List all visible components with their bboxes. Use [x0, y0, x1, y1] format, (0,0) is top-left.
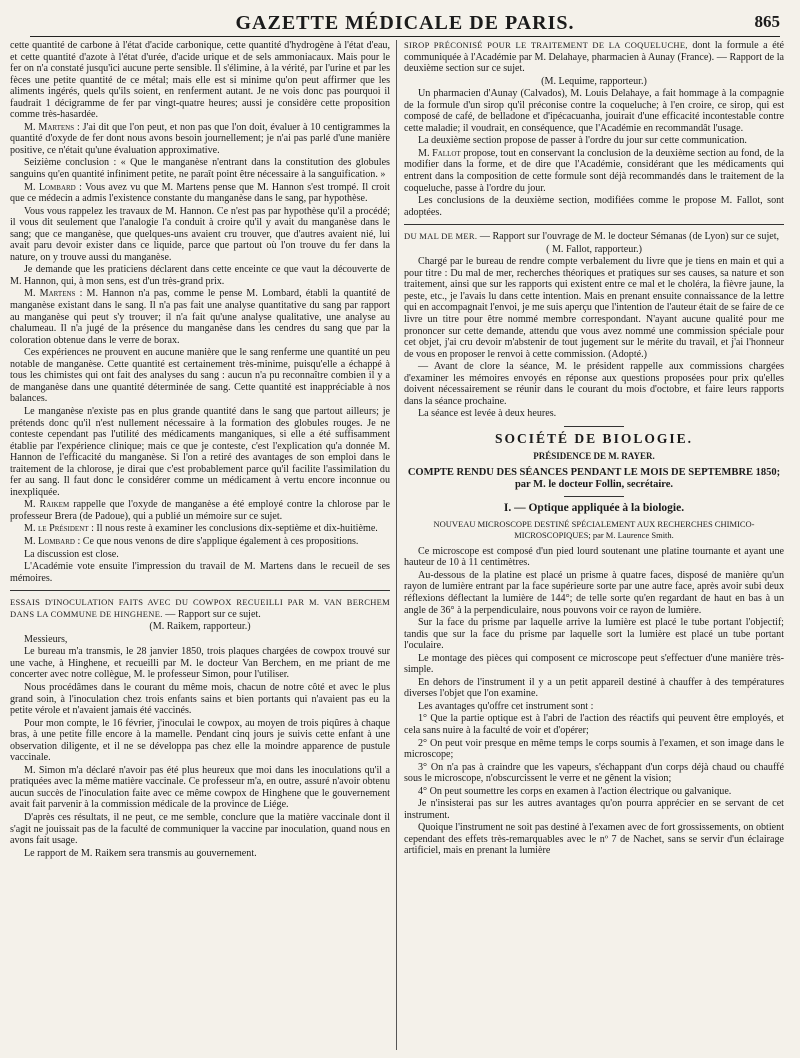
column-divider: [396, 40, 397, 1050]
rapporteur: (M. Raikem, rapporteur.): [149, 621, 251, 633]
paragraph: La séance est levée à deux heures.: [418, 408, 557, 420]
speech: : Il nous reste à examiner les conclusions dix-septième et dix-huitième.: [88, 523, 378, 535]
paragraph: Le bureau m'a transmis, le 28 janvier 1850, trois plaques chargées de cowpox trouvé sur une vache, à Hinghene, et recueilli par M. le docteur Van Berchem, en me priant de me concerter avec notre collègue, M. le professeur Simon, pour l'utiliser.: [10, 646, 390, 681]
society-title: SOCIÉTÉ DE BIOLOGIE.: [495, 430, 693, 446]
left-column: [10, 40, 390, 860]
heading-caps: SIROP PRÉCONISÉ POUR LE TRAITEMENT DE LA COQUELUCHE,: [404, 40, 688, 50]
speaker: M. Lombard: [24, 535, 75, 547]
paragraph: — Avant de clore la séance, M. le président rappelle aux commissions chargées d'examiner les mémoires envoyés en réponse aux questions proposées pour prix qu'elles doivent nécessairement se réunir dans le courant du mois d'octobre, et faire leurs rapports dans la séance prochaine.: [404, 361, 784, 407]
paragraph: 4° On peut soumettre les corps en examen à l'action électrique ou galvanique.: [418, 785, 732, 797]
masthead: [30, 6, 780, 37]
speech: : Ce que nous venons de dire s'applique également à ces propositions.: [74, 535, 359, 547]
paragraph: [10, 499, 390, 522]
section-rule: [404, 224, 784, 225]
paragraph: 1° Que la partie optique est à l'abri de l'action des réactifs qui peuvent être employés, et cela sans nuire à la faculté de voir et d'opérer;: [404, 713, 784, 736]
section-heading: I. — Optique appliquée à la biologie.: [503, 502, 685, 515]
paragraph: Sur la face du prisme par laquelle arrive la lumière est placé le tube portant l'objectif; tandis que sur la face du prisme par laquelle sort la lumière est placé un tube portant l'oculaire.: [404, 617, 784, 652]
section-rule: [10, 590, 390, 591]
heading-caps: ESSAIS D'INOCULATION FAITS AVEC DU COWPOX RECUEILLI PAR M. VAN BERCHEM DANS LA COMMUNE DE HINGHENE.: [10, 597, 390, 619]
paragraph: Ces expériences ne prouvent en aucune manière que le sang renferme une quantité un peu notable de manganèse. Cette quantité est certainement très-minime, puisqu'elle a échappé à tous les chimistes qui ont fait des analyses du sang : aucun n'a pu reconnaître combien il y a de manganèse dans une quantité déterminée de sang. Cette quantité est inappréciable à nos balances.: [10, 347, 390, 405]
article-heading: [404, 231, 784, 243]
paragraph: Seizième conclusion : « Que le manganèse n'entrant dans la constitution des globules sanguins qu'en quantité infiniment petite, ne paraît point être nécessaire à la sanguification. »: [10, 157, 390, 181]
paragraph: Ce microscope est composé d'un pied lourd soutenant une platine tournante et ayant une hauteur de 10 à 11 centimètres.: [404, 545, 784, 569]
journal-title: GAZETTE MÉDICALE DE PARIS.: [235, 12, 575, 34]
paragraph: Les avantages qu'offre cet instrument sont :: [418, 700, 594, 712]
paragraph: [404, 148, 784, 194]
paragraph: Un pharmacien d'Aunay (Calvados), M. Louis Delahaye, a fait hommage à la compagnie de la formule d'un sirop qu'il préconise contre la coqueluche; à l'en croire, ce sirop, qui est composé de café, de belladone et d'ipécacuanha, jouirait d'une efficacité incontestable contre cette maladie; il voudrait, en conséquence, que l'Académie en recommandât l'usage.: [404, 88, 784, 134]
speech: rappelle que l'oxyde de manganèse a été employé contre la chlorose par le professeur Brera (de Padoue), qui a publié un mémoire sur ce sujet.: [10, 499, 390, 522]
short-rule: [564, 496, 624, 497]
article-heading: [404, 40, 784, 75]
paragraph: Pour mon compte, le 16 février, j'inoculai le cowpox, au moyen de trois piqûres à chaque bras, à une petite fille encore à la mamelle. Pendant cinq jours je suivis cette enfant à une observation diligente, et il ne se développa pas chez elle la moindre apparence de pustule vaccinale.: [10, 717, 390, 764]
paragraph: Nous procédâmes dans le courant du même mois, chacun de notre côté et avec le plus grand soin, à l'inoculation chez trois enfants sains et bien portants qui n'avaient pas eu la petite vérole et n'avaient jamais été vaccinés.: [10, 681, 390, 717]
paragraph: En dehors de l'instrument il y a un petit appareil destiné à chauffer à des températures diverses l'objet que l'on examine.: [404, 676, 784, 700]
paragraph: Quoique l'instrument ne soit pas destiné à l'examen avec de fort grossissements, on obtient cependant des effets très-remarquables avec le nº 7 de Nachet, sans se servir d'un éclairage artificiel, mais en prenant la lumière: [404, 822, 784, 857]
speaker: M. Raikem: [24, 499, 70, 511]
paragraph: Vous vous rappelez les travaux de M. Hannon. Ce n'est pas par hypothèse qu'il a procédé; il vous dit seulement que l'analogie l'a conduit à croire qu'il y avait du manganèse dans le sang; que ce manganèse, que quelques-uns avaient cru trouver, que d'autres avaient nié, lui avait paru devoir exister dans ce liquide, parce que partout où l'on trouve du fer dans la nature, on y trouve aussi du manganèse.: [10, 205, 390, 263]
rapporteur: ( M. Fallot, rapporteur.): [546, 243, 642, 255]
article-heading: NOUVEAU MICROSCOPE DESTINÉ SPÉCIALEMENT AUX RECHERCHES CHIMICO-MICROSCOPIQUES; par M. Laurence Smith.: [433, 518, 755, 541]
report-title-line1: COMPTE RENDU DES SÉANCES PENDANT LE MOIS DE SEPTEMBRE 1850;: [407, 467, 781, 479]
paragraph: L'Académie vote ensuite l'impression du travail de M. Martens dans le recueil de ses mémoires.: [10, 561, 390, 584]
paragraph: Chargé par le bureau de rendre compte verbalement du livre que je tiens en main et qui a pour titre : Du mal de mer, recherches théoriques et pratiques sur ses causes, sa nature et son traitement, ainsi que sur les rapports qui existent entre ce mal et le choléra, la fièvre jaune, la peste, etc., je l'avais lu dans cette intention. Mais en prenant ensuite connaissance de la lettre qui en accompagnait l'envoi, je me suis aperçu que l'intention de l'auteur était de se faire de ce livre un titre pour être nommé membre correspondant. N'ayant aucune qualité pour me prononcer sur cette demande, attendu que vous avez nommé une commission spéciale pour cet objet, j'ai cru devoir m'abstenir de tout jugement sur le mérite du travail, et j'ai l'honneur de vous en proposer le renvoi à cette commission. (Adopté.): [404, 256, 784, 360]
paragraph: Le manganèse n'existe pas en plus grande quantité dans le sang que partout ailleurs; je prétends donc qu'il n'est nullement nécessaire à la formation des globules rouges. Je ne conteste cependant pas l'utilité des médicaments manganiques, si elle a été suffisamment établie par l'expérience clinique; mais ce que je conteste, c'est l'explication qu'a donnée M. Hannon de l'efficacité du manganèse. Si l'on a retiré des avantages de son emploi dans le traitement de la chlorose, je dirai que c'est probablement parce qu'il facilite l'assimilation du fer au sang. Il faut donc le considérer comme un médicament à vertu encore inconnue ou inexpliquée.: [10, 405, 390, 498]
report-title: [404, 467, 784, 490]
paragraph: M. Simon m'a déclaré n'avoir pas été plus heureux que moi dans les inoculations qu'il a pratiquées avec la même matière vaccinale. Ce professeur m'a, en outre, assuré n'avoir obtenu aucun succès de l'inoculation faite avec ce même cowpox de Hinghene que le gouvernement avait fait parvenir à la commission médicale de la province de Liége.: [10, 764, 390, 811]
speech: : J'ai dit que l'on peut, et non pas que l'on doit, évaluer à 10 centigrammes la quantité d'oxyde de fer dont nous avons besoin journellement; je n'ai pas parlé d'une manière positive, ce n'était qu'une évaluation approximative.: [10, 121, 390, 156]
report-title-line2: par M. le docteur Follin, secrétaire.: [514, 478, 674, 490]
presidency: PRÉSIDENCE DE M. RAYER.: [533, 450, 655, 461]
heading-tail: dont la formule a été communiquée à l'Académie par M. Delahaye, pharmacien à Aunay (France). — Rapport de la deuxième section sur ce sujet.: [404, 40, 784, 75]
paragraph: Je demande que les praticiens déclarent dans cette enceinte ce que vaut la découverte de M. Hannon, qui, à mon sens, est d'un très-grand prix.: [10, 264, 390, 287]
paragraph: [10, 288, 390, 346]
speaker: M. Fallot: [418, 147, 461, 159]
paragraph: [10, 122, 390, 157]
paragraph: Le montage des pièces qui composent ce microscope peut s'effectuer d'une manière très-simple.: [404, 652, 784, 676]
heading-caps: DU MAL DE MER.: [404, 231, 478, 242]
paragraph: Les conclusions de la deuxième section, modifiées comme le propose M. Fallot, sont adoptées.: [404, 195, 784, 218]
paragraph: Le rapport de M. Raikem sera transmis au gouvernement.: [24, 847, 257, 859]
speaker: M. Lombard: [24, 181, 76, 193]
paragraph: cette quantité de carbone à l'état d'acide carbonique, cette quantité d'hydrogène à l'état d'eau, et cette quantité d'azote à l'état d'urée, d'acide urique et de sels ammoniacaux. Mais pour le fer on n'a constaté jusqu'ici aucune perte sensible. Il s'élimine, à la vérité, par l'urine et par les fèces une petite quantité de ce métal; mais elle est si minime qu'on peut affirmer que les aliments ingérés, quels qu'ils soient, en renferment autant. Je ne vois donc pas pourquoi il faudrait 1 décigramme de fer par vingt-quatre heures; aussi je considère cette proposition comme très-hasardée.: [10, 40, 390, 121]
page-number: 865: [754, 12, 780, 31]
paragraph: Au-dessous de la platine est placé un prisme à quatre faces, disposé de manière qu'un rayon de lumière entrant par la face supérieure sorte par une autre face, après avoir subi deux réflexions déflectant la lumière de 144°; de telle sorte qu'en regardant de haut en bas à un angle de 36° à la perpendiculaire, nous pouvons voir ce rayon de lumière.: [404, 569, 784, 616]
short-rule: [564, 426, 624, 427]
paragraph: 2° On peut voir presque en même temps le corps soumis à l'examen, et son image dans le microscope;: [404, 737, 784, 761]
paragraph: La deuxième section propose de passer à l'ordre du jour sur cette communication.: [418, 135, 747, 147]
paragraph: [10, 536, 390, 548]
article-heading: [10, 597, 390, 620]
paragraph: 3° On n'a pas à craindre que les vapeurs, s'échappant d'un corps déjà chaud ou chauffé sous le microscope, n'obscurcissent le verre et ne gênent la vision;: [404, 761, 784, 785]
paragraph: La discussion est close.: [24, 548, 119, 560]
heading-tail: — Rapport sur ce sujet.: [162, 608, 261, 620]
paragraph: D'après ces résultats, il ne peut, ce me semble, conclure que la matière vaccinale dont il s'agit ne jouissait pas de la faculté de communiquer la vaccine par inoculation, quand nous en avons fait usage.: [10, 812, 390, 847]
speech: propose, tout en conservant la conclusion de la deuxième section au fond, de la modifier dans la forme, et de dire que l'Académie, considérant que les médicaments qui entrent dans la composition de cette formule sont déjà recommandés dans le traitement de la coqueluche, passe à l'ordre du jour.: [404, 147, 784, 194]
rapporteur: (M. Lequime, rapporteur.): [541, 75, 647, 87]
paragraph: [10, 523, 390, 535]
right-column: [404, 40, 784, 858]
salutation: Messieurs,: [24, 633, 68, 645]
speaker: M. Martens: [24, 121, 75, 133]
paragraph: Je n'insisterai pas sur les autres avantages qu'on pourra apprécier en se servant de cet instrument.: [404, 798, 784, 821]
paragraph: [10, 182, 390, 205]
speaker: M. Martens: [24, 288, 76, 300]
speech: : M. Hannon n'a pas, comme le pense M. Lombard, établi la quantité de manganèse existant dans le sang. Il n'a pas fait une analyse quantitative du sang par rapport au manganèse qui peut s'y trouver; il n'a fait qu'une analyse qualitative, une analyse au chalumeau. Il n'a jugé de la présence du manganèse dans les cendres du sang que par la coloration obtenue dans le verre de borax.: [10, 288, 390, 346]
heading-tail: — Rapport sur l'ouvrage de M. le docteur Sémanas (de Lyon) sur ce sujet,: [477, 231, 780, 243]
speech: : Vous avez vu que M. Martens pense que M. Hannon s'est trompé. Il croit que ce médecin a admis l'existence constante du manganèse dans le sang, par hypothèse.: [10, 181, 390, 205]
speaker: M. le Président: [24, 523, 89, 535]
